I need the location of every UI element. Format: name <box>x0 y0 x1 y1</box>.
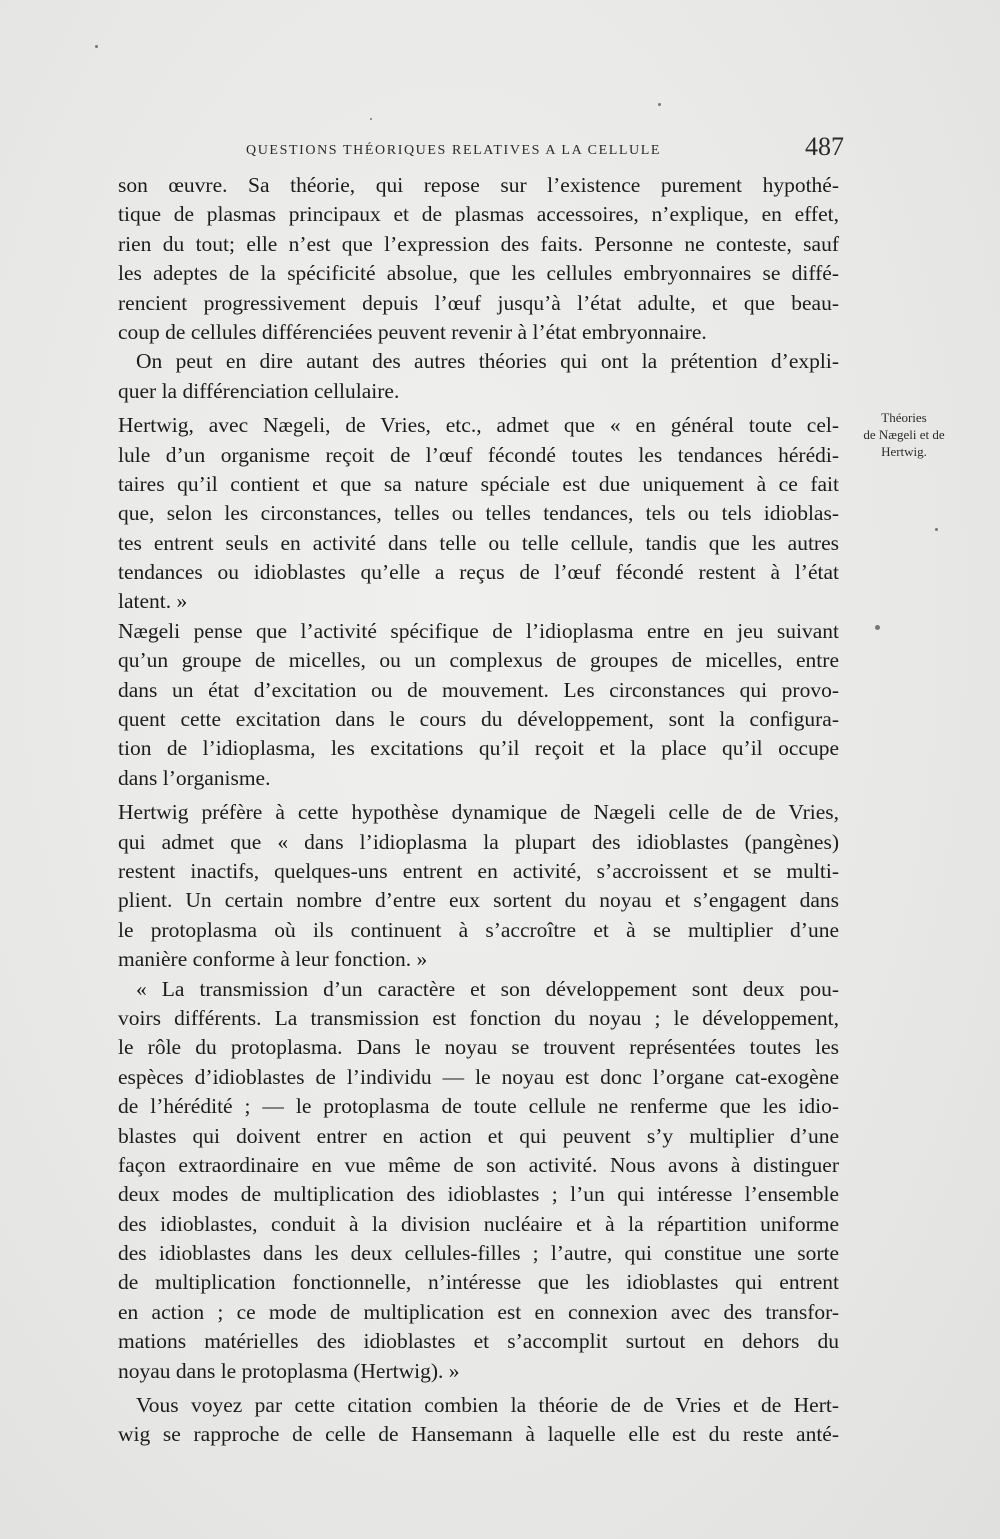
paper-speck <box>935 528 938 531</box>
text-line: dans un état d’excitation ou de mouvement. Les circonstances qui provo- <box>118 677 839 702</box>
paper-speck <box>658 103 661 106</box>
text-line: quent cette excitation dans le cours du développement, sont la configura- <box>118 707 839 732</box>
text-line: espèces d’idioblastes de l’individu — le noyau est donc l’organe cat-exogène <box>118 1064 839 1089</box>
text-line: qu’un groupe de micelles, ou un complexus de groupes de micelles, entre <box>118 648 839 673</box>
text-line: restent inactifs, quelques-uns entrent en activité, s’accroissent et se multi- <box>118 858 839 883</box>
text-line: façon extraordinaire en vue même de son activité. Nous avons à distinguer <box>118 1152 839 1177</box>
margin-note <box>842 409 966 460</box>
text-line: taires qu’il contient et que sa nature spéciale est due uniquement à ce fait <box>118 471 839 496</box>
text-line: Nægeli pense que l’activité spécifique de l’idioplasma entre en jeu suivant <box>118 618 839 643</box>
page-number: 487 <box>805 132 844 161</box>
text-line: le rôle du protoplasma. Dans le noyau se trouvent représentées toutes les <box>118 1035 839 1060</box>
text-line: mations matérielles des idioblastes et s’accomplit surtout en dehors du <box>118 1329 839 1354</box>
text-line: des idioblastes dans les deux cellules-filles ; l’autre, qui constitue une sorte <box>118 1241 839 1266</box>
text-line: lule d’un organisme reçoit de l’œuf fécondé toutes les tendances hérédi- <box>118 442 839 467</box>
margin-note-line: Théories <box>881 410 927 425</box>
text-line: qui admet que « dans l’idioplasma la plupart des idioblastes (pangènes) <box>118 829 839 854</box>
text-line: blastes qui doivent entrer en action et qui peuvent s’y multiplier d’une <box>118 1123 839 1148</box>
text-line: dans l’organisme. <box>118 765 271 790</box>
text-line: tendances ou idioblastes qu’elle a reçus de l’œuf fécondé restent à l’état <box>118 560 839 585</box>
text-line: tes entrent seuls en activité dans telle ou telle cellule, tandis que les autres <box>118 530 839 555</box>
text-line: le protoplasma où ils continuent à s’accroître et à se multiplier d’une <box>118 917 839 942</box>
paper-speck <box>875 625 880 630</box>
text-line: de l’hérédité ; — le protoplasma de toute cellule ne renferme que les idio- <box>118 1094 839 1119</box>
margin-note-line: Hertwig. <box>881 444 927 459</box>
text-line: rien du tout; elle n’est que l’expression des faits. Personne ne conteste, sauf <box>118 231 839 256</box>
margin-note-line: de Nægeli et de <box>863 427 945 442</box>
body-text <box>118 171 839 1450</box>
text-line: que, selon les circonstances, telles ou telles tendances, tels ou tels idioblas- <box>118 501 839 526</box>
text-line: noyau dans le protoplasma (Hertwig). » <box>118 1358 460 1383</box>
text-line: quer la différenciation cellulaire. <box>118 378 400 403</box>
paper-speck <box>370 118 372 120</box>
text-line: rencient progressivement depuis l’œuf jusqu’à l’état adulte, et que beau- <box>118 290 839 315</box>
text-line: latent. » <box>118 589 188 614</box>
paper-speck <box>95 45 98 48</box>
text-line: en action ; ce mode de multiplication est en connexion avec des transfor- <box>118 1299 839 1324</box>
text-line: son œuvre. Sa théorie, qui repose sur l’existence purement hypothé- <box>118 173 839 197</box>
text-line: les adeptes de la spécificité absolue, que les cellules embryonnaires se diffé- <box>118 261 839 286</box>
text-line: manière conforme à leur fonction. » <box>118 947 428 972</box>
text-line: On peut en dire autant des autres théories qui ont la prétention d’expli- <box>136 349 839 374</box>
text-line: deux modes de multiplication des idioblastes ; l’un qui intéresse l’ensemble <box>118 1182 839 1207</box>
text-line: tique de plasmas principaux et de plasmas accessoires, n’explique, en effet, <box>118 202 839 227</box>
text-line: de multiplication fonctionnelle, n’intéresse que les idioblastes qui entrent <box>118 1270 839 1295</box>
running-head: QUESTIONS THÉORIQUES RELATIVES A LA CELLULE <box>246 143 662 158</box>
text-line: Hertwig, avec Nægeli, de Vries, etc., admet que « en général toute cel- <box>118 413 839 438</box>
text-line: coup de cellules différenciées peuvent revenir à l’état embryonnaire. <box>118 319 707 344</box>
text-line: Hertwig préfère à cette hypothèse dynamique de Nægeli celle de de Vries, <box>118 800 839 825</box>
text-line: plient. Un certain nombre d’entre eux sortent du noyau et s’engagent dans <box>118 888 839 913</box>
text-line: voirs différents. La transmission est fonction du noyau ; le développement, <box>118 1005 839 1030</box>
text-line: « La transmission d’un caractère et son développement sont deux pou- <box>136 976 839 1001</box>
text-line: tion de l’idioplasma, les excitations qu’il reçoit et la place qu’il occupe <box>118 736 839 761</box>
text-line: des idioblastes, conduit à la division nucléaire et à la répartition uniforme <box>118 1211 839 1236</box>
text-line: wig se rapproche de celle de Hansemann à laquelle elle est du reste anté- <box>118 1422 839 1447</box>
text-line: Vous voyez par cette citation combien la théorie de de Vries et de Hert- <box>136 1393 839 1418</box>
